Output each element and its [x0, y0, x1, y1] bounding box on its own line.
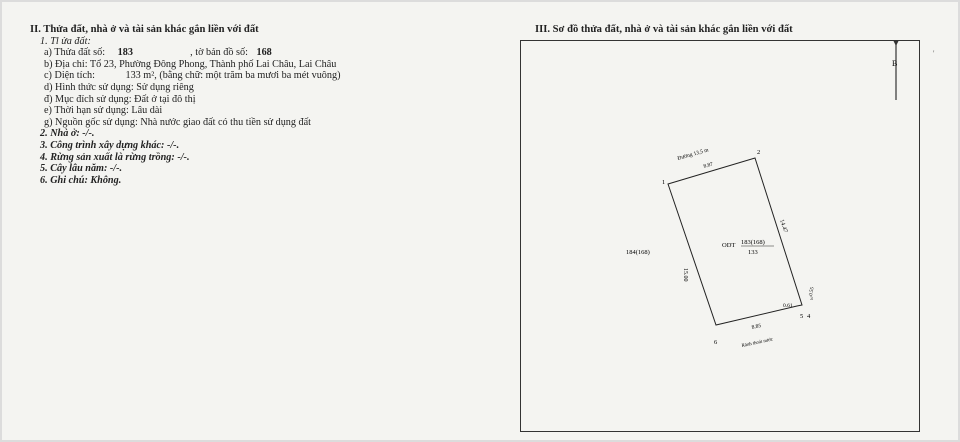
- land-heading: 1. Tl ửa đất:: [40, 35, 91, 47]
- north-arrow-icon: [893, 40, 899, 46]
- address: b) Địa chỉ: Tổ 23, Phường Đông Phong, Thành phố Lai Châu, Lai Châu: [44, 58, 337, 70]
- road-label: Đường 13,5 m: [676, 147, 710, 162]
- parcel-fraction-bottom: 133: [748, 249, 758, 256]
- use-purpose: đ) Mục đích sử dụng: Đất ở tại đô thị: [44, 93, 196, 105]
- origin: g) Nguồn gốc sử dụng: Nhà nước giao đất có thu tiền sử dụng đất: [44, 116, 311, 128]
- vertex-2: 2: [757, 149, 761, 156]
- vertex-3: 3: [810, 296, 813, 302]
- parcel-label: a) Thửa đất số:: [44, 47, 106, 59]
- other-works-row: 3. Công trình xây dựng khác: -/-.: [40, 139, 180, 151]
- section-ii-title: II. Thửa đất, nhà ở và tài sản khác gắn liền với đất: [30, 24, 259, 35]
- vertex-4: 4: [807, 313, 811, 320]
- drain-label: Rãnh thoát nước: [741, 337, 774, 349]
- neighbor-parcel-label: 184(168): [626, 249, 650, 256]
- parcel-fraction-top: 183(168): [741, 239, 765, 246]
- right-edge-length: 14.47: [778, 218, 788, 234]
- use-form: d) Hình thức sử dụng: Sử dụng riêng: [44, 81, 194, 93]
- parcel-code: ODT: [722, 242, 736, 249]
- parcel-value: 183: [117, 47, 133, 59]
- top-edge-length: 8.87: [702, 161, 714, 170]
- note-row: 6. Ghi chú: Không.: [40, 174, 122, 186]
- map-sheet-label: , tờ bản đồ số:: [190, 47, 248, 59]
- vertex-5: 5: [800, 313, 804, 320]
- area-value: 133 m², (bằng chữ: một trăm ba mươi ba mét vuông): [125, 70, 341, 82]
- left-edge-length: 15.00: [682, 268, 688, 282]
- north-label: B: [892, 59, 898, 68]
- section-iii-title: III. Sơ đồ thửa đất, nhà ở và tài sản khác gắn liền với đất: [535, 24, 793, 35]
- map-sheet-value: 168: [256, 47, 272, 59]
- use-term: e) Thời hạn sử dụng: Lâu dài: [44, 105, 163, 117]
- bottom-edge-length: 8.85: [751, 323, 762, 331]
- corner-mark: ': [933, 49, 935, 58]
- vertex-6: 6: [714, 339, 718, 346]
- small-edge-length-2: 0.55: [809, 286, 816, 297]
- house-row: 2. Nhà ở: -/-.: [40, 128, 95, 140]
- small-edge-length: 0.61: [783, 303, 793, 309]
- forest-row: 4. Rừng sản xuất là rừng trồng: -/-.: [40, 151, 190, 163]
- area-label: c) Diện tích:: [44, 70, 95, 82]
- perennial-row: 5. Cây lâu năm: -/-.: [40, 163, 123, 175]
- vertex-1: 1: [662, 179, 666, 186]
